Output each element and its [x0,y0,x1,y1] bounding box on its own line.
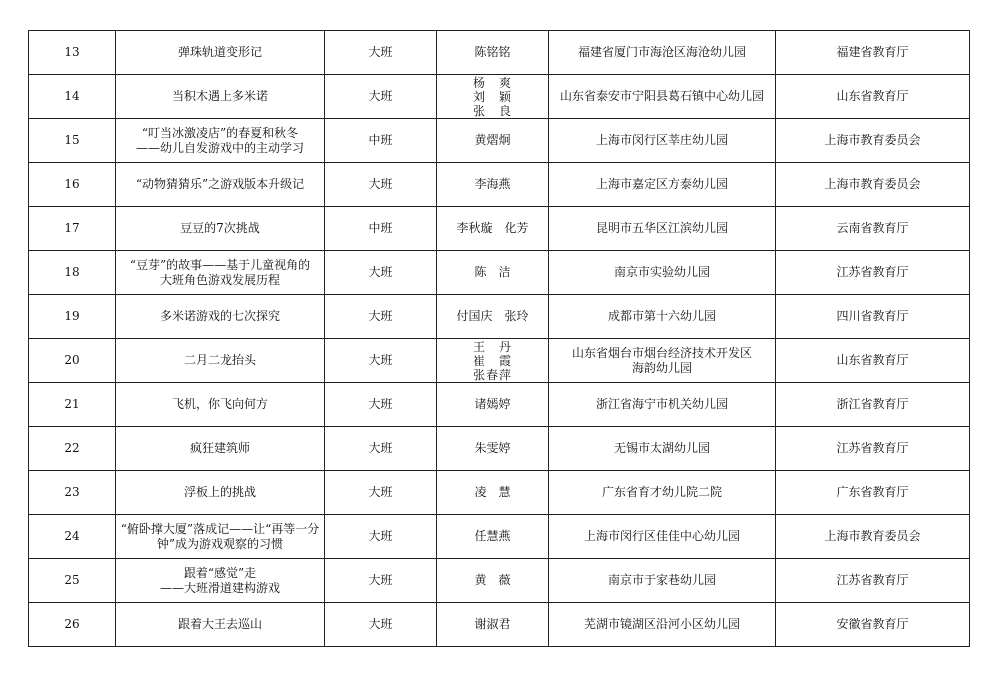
title-cell [116,75,325,119]
row-number-cell: 24 [29,515,116,559]
author-cell-line: 黄熠炯 [474,133,511,147]
title-cell [116,515,325,559]
author-cell-line: 谢淑君 [474,617,511,631]
school-cell-line: 上海市嘉定区方泰幼儿园 [595,177,728,191]
school-cell-line: 广东省育才幼儿院二院 [601,485,722,499]
table-body [29,31,970,647]
department-cell: 浙江省教育厅 [776,383,970,427]
author-cell [437,339,549,383]
school-cell [549,471,776,515]
school-cell-line: 昆明市五华区江滨幼儿园 [595,221,728,235]
author-cell [437,31,549,75]
school-cell-line: 海韵幼儿园 [631,360,692,375]
row-number-cell: 20 [29,339,116,383]
school-cell [549,339,776,383]
award-table [28,30,970,647]
title-cell-line: 二月二龙抬头 [183,353,256,367]
row-number-cell: 14 [29,75,116,119]
title-cell-line: 疯狂建筑师 [189,441,250,455]
school-cell-line: 南京市于家巷幼儿园 [607,573,716,587]
author-cell-line: 杨 爽 [472,75,512,90]
department-cell: 云南省教育厅 [776,207,970,251]
school-cell [549,31,776,75]
author-cell-line: 黄 薇 [474,573,511,587]
title-cell-line: 跟着“感觉”走 [183,565,257,580]
class-level-cell: 大班 [325,471,437,515]
author-cell-line: 陈 洁 [474,265,511,279]
school-cell-line: 无锡市太湖幼儿园 [613,441,710,455]
class-level-cell: 大班 [325,339,437,383]
row-number-cell: 25 [29,559,116,603]
school-cell [549,603,776,647]
title-cell-line: 大班角色游戏发展历程 [159,272,280,287]
class-level-cell: 大班 [325,251,437,295]
title-cell [116,207,325,251]
author-cell [437,559,549,603]
title-cell-line: “俯卧撑大厦”落成记——让“再等一分 [120,521,320,536]
row-number-cell: 21 [29,383,116,427]
author-cell-line: 任慧燕 [474,529,511,543]
school-cell-line: 山东省烟台市烟台经济技术开发区 [571,345,752,360]
class-level-cell: 大班 [325,75,437,119]
author-cell-line: 李秋璇 化芳 [456,221,529,235]
author-cell [437,251,549,295]
title-cell-line: “豆芽”的故事——基于儿童视角的 [129,257,311,272]
school-cell [549,383,776,427]
row-number-cell: 19 [29,295,116,339]
school-cell [549,119,776,163]
school-cell-line: 成都市第十六幼儿园 [607,309,716,323]
table-row [29,383,970,427]
title-cell [116,163,325,207]
school-cell [549,559,776,603]
title-cell [116,471,325,515]
author-cell-line: 朱雯婷 [474,441,511,455]
table-row [29,119,970,163]
department-cell: 福建省教育厅 [776,31,970,75]
department-cell: 广东省教育厅 [776,471,970,515]
title-cell-line: ——幼儿自发游戏中的主动学习 [135,140,304,155]
author-cell-line: 张 良 [472,103,512,118]
school-cell-line: 上海市闵行区莘庄幼儿园 [595,133,728,147]
table-row [29,163,970,207]
title-cell [116,603,325,647]
table-row [29,207,970,251]
table-row [29,251,970,295]
table-row [29,339,970,383]
author-cell-line: 凌 慧 [474,485,511,499]
department-cell: 山东省教育厅 [776,75,970,119]
title-cell [116,295,325,339]
author-cell-line: 张春萍 [472,367,512,382]
school-cell-line: 山东省泰安市宁阳县葛石镇中心幼儿园 [559,89,764,103]
title-cell-line: 多米诺游戏的七次探究 [159,309,280,323]
school-cell [549,515,776,559]
table-row [29,427,970,471]
class-level-cell: 大班 [325,603,437,647]
title-cell [116,559,325,603]
table-row [29,295,970,339]
author-cell-line: 刘 颖 [472,89,512,104]
title-cell-line: “叮当冰激凌店”的春夏和秋冬 [141,125,299,140]
school-cell [549,251,776,295]
class-level-cell: 中班 [325,207,437,251]
author-cell [437,427,549,471]
row-number-cell: 13 [29,31,116,75]
department-cell: 上海市教育委员会 [776,119,970,163]
author-cell [437,471,549,515]
author-cell-line: 陈铭铭 [474,45,511,59]
class-level-cell: 大班 [325,427,437,471]
title-cell [116,383,325,427]
row-number-cell: 15 [29,119,116,163]
table-row [29,515,970,559]
class-level-cell: 大班 [325,515,437,559]
department-cell: 江苏省教育厅 [776,251,970,295]
author-cell [437,119,549,163]
school-cell-line: 上海市闵行区佳佳中心幼儿园 [583,529,740,543]
department-cell: 江苏省教育厅 [776,427,970,471]
title-cell [116,427,325,471]
author-cell-line: 王 丹 [472,339,512,354]
author-cell-line: 李海燕 [474,177,511,191]
table-row [29,603,970,647]
title-cell-line: ——大班滑道建构游戏 [159,580,280,595]
school-cell [549,75,776,119]
class-level-cell: 中班 [325,119,437,163]
class-level-cell: 大班 [325,31,437,75]
title-cell [116,119,325,163]
title-cell-line: 钟”成为游戏观察的习惯 [156,536,284,551]
table-row [29,31,970,75]
title-cell [116,251,325,295]
row-number-cell: 23 [29,471,116,515]
school-cell [549,207,776,251]
author-cell [437,207,549,251]
title-cell-line: 飞机，你飞向何方 [171,397,268,411]
author-cell [437,383,549,427]
title-cell-line: “动物猜猜乐”之游戏版本升级记 [135,177,305,191]
title-cell-line: 当积木遇上多米诺 [171,89,268,103]
table-row [29,75,970,119]
author-cell-line: 付国庆 张玲 [456,309,529,323]
department-cell: 上海市教育委员会 [776,515,970,559]
title-cell-line: 浮板上的挑战 [183,485,256,499]
department-cell: 安徽省教育厅 [776,603,970,647]
school-cell-line: 芜湖市镜湖区沿河小区幼儿园 [583,617,740,631]
row-number-cell: 22 [29,427,116,471]
title-cell [116,339,325,383]
class-level-cell: 大班 [325,559,437,603]
department-cell: 山东省教育厅 [776,339,970,383]
department-cell: 上海市教育委员会 [776,163,970,207]
department-cell: 四川省教育厅 [776,295,970,339]
title-cell-line: 豆豆的7次挑战 [180,221,260,235]
author-cell [437,163,549,207]
class-level-cell: 大班 [325,163,437,207]
school-cell [549,427,776,471]
school-cell [549,295,776,339]
author-cell [437,515,549,559]
department-cell: 江苏省教育厅 [776,559,970,603]
class-level-cell: 大班 [325,383,437,427]
author-cell [437,295,549,339]
row-number-cell: 18 [29,251,116,295]
school-cell-line: 福建省厦门市海沧区海沧幼儿园 [577,45,746,59]
class-level-cell: 大班 [325,295,437,339]
row-number-cell: 26 [29,603,116,647]
school-cell [549,163,776,207]
author-cell [437,603,549,647]
title-cell-line: 跟着大王去巡山 [177,617,262,631]
school-cell-line: 南京市实验幼儿园 [613,265,710,279]
title-cell [116,31,325,75]
school-cell-line: 浙江省海宁市机关幼儿园 [595,397,728,411]
author-cell [437,75,549,119]
title-cell-line: 弹珠轨道变形记 [177,45,262,59]
author-cell-line: 崔 霞 [472,353,512,368]
table-row [29,559,970,603]
row-number-cell: 16 [29,163,116,207]
table-row [29,471,970,515]
row-number-cell: 17 [29,207,116,251]
author-cell-line: 诸嫣婷 [474,397,511,411]
